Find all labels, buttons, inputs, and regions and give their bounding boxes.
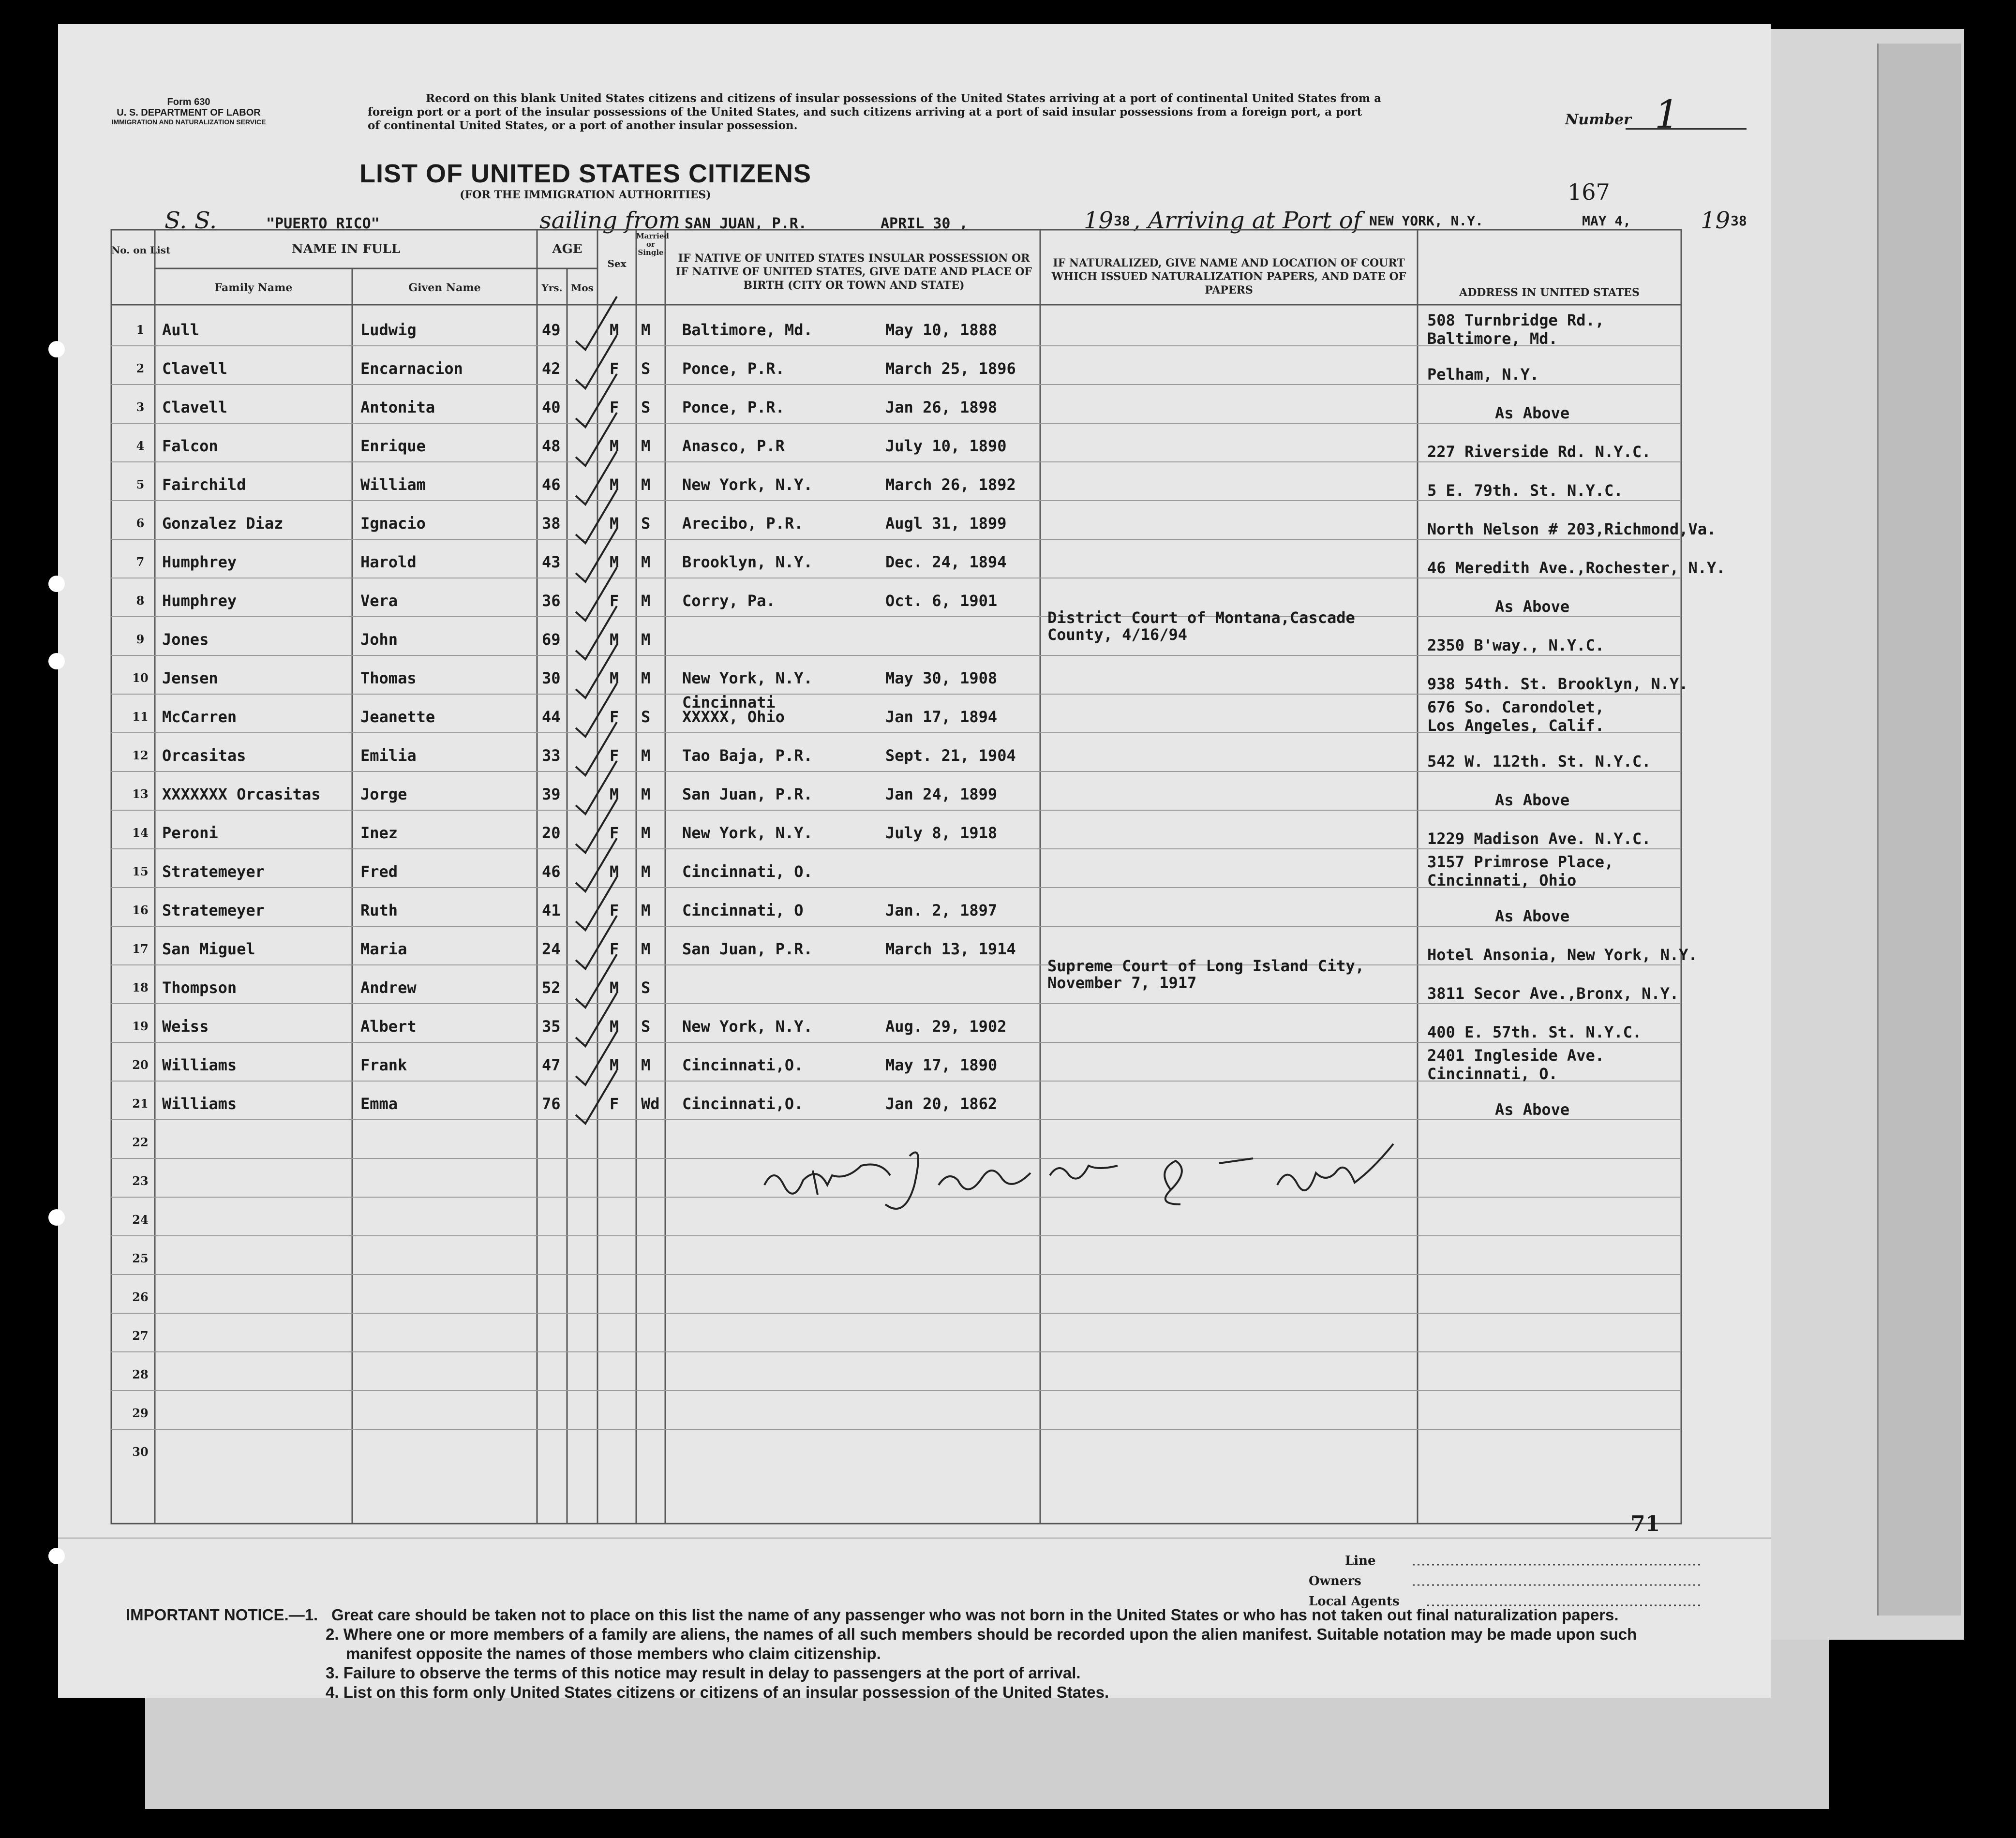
row-number: 26 — [132, 1290, 149, 1304]
sex: M — [610, 321, 619, 339]
departure-port: SAN JUAN, P.R. — [685, 215, 807, 232]
age-years: 76 — [542, 1095, 561, 1113]
birth-date: Dec. 24, 1894 — [885, 553, 1007, 571]
header-sex: Sex — [607, 258, 627, 269]
notice-2-continued: manifest opposite the names of those members who claim citizenship. — [346, 1645, 881, 1662]
age-years: 69 — [542, 630, 561, 649]
notice-3: 3. Failure to observe the terms of this notice may result in delay to passengers at the port of arrival. — [326, 1664, 1081, 1682]
manifest-sheet — [58, 24, 1771, 1701]
family-name: Jensen — [162, 669, 218, 687]
handwritten-signature — [764, 1144, 1393, 1209]
row-number: 22 — [132, 1135, 149, 1149]
given-name: Ludwig — [360, 321, 417, 339]
marital-status: S — [641, 359, 651, 378]
sex: M — [610, 553, 619, 571]
birth-date: Oct. 6, 1901 — [885, 592, 998, 610]
family-name: Humphrey — [162, 553, 237, 571]
family-name: San Miguel — [162, 940, 255, 958]
given-name: Andrew — [360, 978, 417, 997]
age-years: 30 — [542, 669, 561, 687]
age-years: 46 — [542, 862, 561, 881]
family-name: Gonzalez Diaz — [162, 514, 284, 533]
sex: M — [610, 785, 619, 803]
row-number: 27 — [132, 1329, 149, 1343]
page-title: LIST OF UNITED STATES CITIZENS — [359, 159, 811, 188]
address: 3811 Secor Ave.,Bronx, N.Y. — [1427, 984, 1679, 1003]
row-number: 6 — [136, 516, 145, 530]
birth-date: Jan 24, 1899 — [885, 785, 998, 803]
birth-place: Cincinnati, O. — [682, 862, 813, 881]
sex: F — [610, 592, 619, 610]
birth-date: May 17, 1890 — [885, 1056, 998, 1074]
header-no-on-list: No. on List — [111, 244, 171, 256]
age-years: 35 — [542, 1017, 561, 1036]
page-subtitle: (FOR THE IMMIGRATION AUTHORITIES) — [460, 189, 711, 201]
header-family-name: Family Name — [214, 282, 293, 294]
header-years: Yrs. — [541, 282, 563, 294]
birth-place: San Juan, P.R. — [682, 785, 813, 803]
row-number: 29 — [132, 1406, 149, 1420]
sex: F — [610, 398, 619, 416]
service-name: IMMIGRATION AND NATURALIZATION SERVICE — [111, 118, 266, 126]
age-years: 49 — [542, 321, 561, 339]
marital-status: M — [641, 437, 651, 455]
birth-place: New York, N.Y. — [682, 475, 813, 494]
sex: M — [610, 1056, 619, 1074]
page-stamp: 167 — [1568, 179, 1610, 205]
marital-status: Wd — [641, 1095, 660, 1113]
birth-place: Cincinnati — [682, 693, 776, 711]
birth-date: July 10, 1890 — [885, 437, 1007, 455]
row-number: 11 — [132, 710, 149, 724]
notice-4: 4. List on this form only United States citizens or citizens of an insular possession of the United States. — [326, 1683, 1109, 1701]
age-years: 38 — [542, 514, 561, 533]
row-number: 4 — [136, 439, 145, 453]
birth-date: May 30, 1908 — [885, 669, 998, 687]
birth-place: Tao Baja, P.R. — [682, 746, 813, 765]
row-number: 7 — [136, 555, 145, 569]
sex: F — [610, 708, 619, 726]
family-name: Falcon — [162, 437, 218, 455]
marital-status: M — [641, 785, 651, 803]
row-number: 5 — [136, 477, 145, 491]
header-name-in-full: NAME IN FULL — [291, 242, 401, 256]
marital-status: S — [641, 1017, 651, 1036]
address: 2350 B'way., N.Y.C. — [1427, 636, 1605, 654]
given-name: Jorge — [360, 785, 407, 803]
age-years: 20 — [542, 824, 561, 842]
address: 2401 Ingleside Ave. — [1427, 1046, 1605, 1065]
sex: F — [610, 746, 619, 765]
age-years: 40 — [542, 398, 561, 416]
row-number: 30 — [132, 1445, 149, 1459]
sex: M — [610, 475, 619, 494]
marital-status: M — [641, 592, 651, 610]
instruction-line: of continental United States, or a port of another insular possession. — [368, 119, 798, 132]
given-name: Antonita — [360, 398, 435, 416]
marital-status: M — [641, 824, 651, 842]
year-prefix: 19 — [1084, 207, 1114, 234]
birth-place: Cincinnati,O. — [682, 1095, 804, 1113]
given-name: Jeanette — [360, 708, 435, 726]
row-number: 9 — [136, 632, 145, 646]
family-name: Stratemeyer — [162, 901, 265, 919]
sex: F — [610, 824, 619, 842]
birth-place: Anasco, P.R — [682, 437, 785, 455]
birth-date: March 13, 1914 — [885, 940, 1016, 958]
address: 938 54th. St. Brooklyn, N.Y. — [1427, 675, 1688, 693]
birth-place: Brooklyn, N.Y. — [682, 553, 813, 571]
header-months: Mos — [571, 282, 594, 294]
row-number: 18 — [132, 980, 149, 994]
row-number: 8 — [136, 593, 145, 608]
address-line2: Cincinnati, Ohio — [1427, 871, 1577, 889]
age-years: 47 — [542, 1056, 561, 1074]
given-name: Vera — [360, 592, 398, 610]
address: 1229 Madison Ave. N.Y.C. — [1427, 830, 1651, 848]
address: Hotel Ansonia, New York, N.Y. — [1427, 946, 1698, 964]
birth-date: Jan 26, 1898 — [885, 398, 998, 416]
age-years: 39 — [542, 785, 561, 803]
row-number: 14 — [132, 826, 149, 840]
row-number: 10 — [132, 671, 149, 685]
arrival-port: NEW YORK, N.Y. — [1369, 213, 1484, 229]
row-number: 23 — [132, 1174, 149, 1188]
address: 46 Meredith Ave.,Rochester, N.Y. — [1427, 559, 1726, 577]
birth-date: May 10, 1888 — [885, 321, 998, 339]
birth-date: Jan 17, 1894 — [885, 708, 998, 726]
notice-2: 2. Where one or more members of a family are aliens, the names of all such members should be recorded upon the alien manifest. Suitable notation may be made upon such — [326, 1625, 1637, 1643]
sex: M — [610, 1017, 619, 1036]
address: As Above — [1495, 791, 1570, 809]
notice-title: IMPORTANT NOTICE.—1. — [126, 1606, 318, 1624]
marital-status: M — [641, 746, 651, 765]
family-name: McCarren — [162, 708, 237, 726]
given-name: Frank — [360, 1056, 407, 1074]
address: As Above — [1495, 597, 1570, 616]
row-number: 2 — [136, 361, 145, 375]
given-name: Thomas — [360, 669, 417, 687]
given-name: John — [360, 630, 398, 649]
line-label: Line — [1345, 1554, 1376, 1568]
sex: M — [610, 630, 619, 649]
bottom-stamp: 71 — [1630, 1512, 1660, 1536]
birth-place: Ponce, P.R. — [682, 398, 785, 416]
given-name: Maria — [360, 940, 407, 958]
birth-date: July 8, 1918 — [885, 824, 998, 842]
arriving-label: , Arriving at Port of — [1133, 207, 1362, 234]
address: 508 Turnbridge Rd., — [1427, 311, 1605, 329]
address: 5 E. 79th. St. N.Y.C. — [1427, 481, 1623, 500]
birth-place: Corry, Pa. — [682, 592, 776, 610]
given-name: Emma — [360, 1095, 398, 1113]
birth-place: Baltimore, Md. — [682, 321, 813, 339]
local-agents-label: Local Agents — [1309, 1594, 1400, 1609]
instruction-line: foreign port or a port of the insular possessions of the United States, and such citizens arriving at a port of said insular possessions from a foreign port, a port — [368, 105, 1362, 119]
birth-place: San Juan, P.R. — [682, 940, 813, 958]
sex: M — [610, 978, 619, 997]
marital-status: S — [641, 514, 651, 533]
given-name: William — [360, 475, 426, 494]
row-number: 15 — [132, 864, 149, 878]
header-naturalized: IF NATURALIZED, GIVE NAME AND LOCATION OF COURT WHICH ISSUED NATURALIZATION PAPERS, AND DATE OF PAPERS — [1051, 257, 1406, 296]
address-line2: Cincinnati, O. — [1427, 1065, 1558, 1083]
marital-status: M — [641, 475, 651, 494]
header-birth: IF NATIVE OF UNITED STATES INSULAR POSSESSION OR IF NATIVE OF UNITED STATES, GIVE DATE AND PLACE OF BIRTH (CITY OR TOWN AND STATE) — [675, 252, 1032, 292]
marital-status: M — [641, 862, 651, 881]
age-years: 41 — [542, 901, 561, 919]
header-married: Married or Single — [636, 232, 669, 257]
family-name: Aull — [162, 321, 200, 339]
instruction-line: Record on this blank United States citizens and citizens of insular possessions of the United States arriving at a port of continental United States from a — [426, 92, 1382, 105]
given-name: Ignacio — [360, 514, 426, 533]
naturalization-court: Supreme Court of Long Island City, — [1047, 957, 1365, 975]
birth-place: New York, N.Y. — [682, 1017, 813, 1036]
header-address: ADDRESS IN UNITED STATES — [1459, 286, 1640, 299]
address: 400 E. 57th. St. N.Y.C. — [1427, 1023, 1642, 1041]
address-line2: Los Angeles, Calif. — [1427, 716, 1605, 735]
row-number: 1 — [136, 323, 145, 337]
row-number: 17 — [132, 942, 149, 956]
address: 676 So. Carondolet, — [1427, 698, 1605, 716]
department-name: U. S. DEPARTMENT OF LABOR — [117, 107, 261, 118]
age-years: 52 — [542, 978, 561, 997]
given-name: Inez — [360, 824, 398, 842]
family-name: Williams — [162, 1095, 237, 1113]
birth-place: Cincinnati,O. — [682, 1056, 804, 1074]
birth-date: March 26, 1892 — [885, 475, 1016, 494]
naturalization-court-line2: County, 4/16/94 — [1047, 625, 1187, 644]
naturalization-court: District Court of Montana,Cascade — [1047, 608, 1355, 627]
age-years: 42 — [542, 359, 561, 378]
owners-label: Owners — [1309, 1574, 1361, 1588]
row-number: 3 — [136, 400, 145, 414]
age-years: 44 — [542, 708, 561, 726]
marital-status: M — [641, 669, 651, 687]
age-years: 36 — [542, 592, 561, 610]
family-name: Williams — [162, 1056, 237, 1074]
year-prefix: 19 — [1701, 207, 1731, 234]
row-number: 13 — [132, 787, 149, 801]
address: North Nelson # 203,Richmond,Va. — [1427, 520, 1717, 538]
row-number: 21 — [132, 1097, 149, 1111]
row-number: 19 — [132, 1019, 149, 1033]
address: As Above — [1495, 1100, 1570, 1119]
birth-place: Arecibo, P.R. — [682, 514, 804, 533]
sex: F — [610, 940, 619, 958]
arrival-date: MAY 4, — [1582, 213, 1631, 229]
row-number: 24 — [132, 1213, 149, 1227]
given-name: Ruth — [360, 901, 398, 919]
age-years: 48 — [542, 437, 561, 455]
given-name: Harold — [360, 553, 417, 571]
marital-status: M — [641, 901, 651, 919]
family-name: Clavell — [162, 398, 227, 416]
adjacent-page-edge — [1877, 44, 1961, 1616]
ss-label: S. S. — [164, 207, 217, 234]
family-name: Humphrey — [162, 592, 237, 610]
family-name: Clavell — [162, 359, 227, 378]
marital-status: M — [641, 321, 651, 339]
birth-date: March 25, 1896 — [885, 359, 1016, 378]
family-name: Stratemeyer — [162, 862, 265, 881]
ship-name: "PUERTO RICO" — [266, 215, 380, 232]
family-name: Orcasitas — [162, 746, 246, 765]
birth-date: Aug. 29, 1902 — [885, 1017, 1007, 1036]
given-name: Albert — [360, 1017, 417, 1036]
family-name: Jones — [162, 630, 209, 649]
family-name: Thompson — [162, 978, 237, 997]
birth-place: New York, N.Y. — [682, 824, 813, 842]
sailing-label: sailing from — [539, 207, 681, 234]
marital-status: M — [641, 1056, 651, 1074]
sex: M — [610, 514, 619, 533]
address: 3157 Primrose Place, — [1427, 853, 1614, 871]
sex: F — [610, 359, 619, 378]
sex: M — [610, 862, 619, 881]
form-number: Form 630 — [167, 97, 210, 107]
family-name: Peroni — [162, 824, 218, 842]
address-line2: Baltimore, Md. — [1427, 329, 1558, 348]
row-number: 28 — [132, 1367, 149, 1381]
given-name: Fred — [360, 862, 398, 881]
notice-1: Great care should be taken not to place on this list the name of any passenger who was not born in the United States or who has not taken out final naturalization papers. — [331, 1606, 1619, 1624]
family-name: Fairchild — [162, 475, 246, 494]
sailing-date: APRIL 30 , — [881, 215, 968, 232]
row-number: 16 — [132, 903, 149, 917]
age-years: 46 — [542, 475, 561, 494]
birth-place: New York, N.Y. — [682, 669, 813, 687]
sex: M — [610, 669, 619, 687]
header-given-name: Given Name — [408, 282, 481, 294]
address: Pelham, N.Y. — [1427, 365, 1539, 384]
age-years: 33 — [542, 746, 561, 765]
marital-status: S — [641, 978, 651, 997]
header-age: AGE — [552, 242, 582, 256]
row-number: 20 — [132, 1058, 149, 1072]
list-number: 1 — [1655, 92, 1679, 137]
birth-date: Jan. 2, 1897 — [885, 901, 998, 919]
sailing-year: 38 — [1114, 213, 1130, 229]
marital-status: M — [641, 940, 651, 958]
sex: F — [610, 1095, 619, 1113]
number-label: Number — [1565, 111, 1631, 128]
address: 227 Riverside Rd. N.Y.C. — [1427, 443, 1651, 461]
birth-date: Jan 20, 1862 — [885, 1095, 998, 1113]
given-name: Encarnacion — [360, 359, 463, 378]
naturalization-court-line2: November 7, 1917 — [1047, 974, 1197, 992]
marital-status: M — [641, 630, 651, 649]
birth-place-line2: XXXXX, Ohio — [682, 708, 785, 726]
age-years: 43 — [542, 553, 561, 571]
sex: M — [610, 437, 619, 455]
family-name: XXXXXXX Orcasitas — [162, 785, 321, 803]
address: 542 W. 112th. St. N.Y.C. — [1427, 752, 1651, 771]
birth-date: Augl 31, 1899 — [885, 514, 1007, 533]
birth-date: Sept. 21, 1904 — [885, 746, 1016, 765]
row-number: 25 — [132, 1251, 149, 1265]
family-name: Weiss — [162, 1017, 209, 1036]
marital-status: M — [641, 553, 651, 571]
row-number: 12 — [132, 748, 149, 762]
address: As Above — [1495, 404, 1570, 422]
birth-place: Cincinnati, O — [682, 901, 804, 919]
birth-place: Ponce, P.R. — [682, 359, 785, 378]
arrival-year: 38 — [1731, 213, 1747, 229]
age-years: 24 — [542, 940, 561, 958]
marital-status: S — [641, 708, 651, 726]
marital-status: S — [641, 398, 651, 416]
sex: F — [610, 901, 619, 919]
given-name: Enrique — [360, 437, 426, 455]
address: As Above — [1495, 907, 1570, 925]
given-name: Emilia — [360, 746, 417, 765]
